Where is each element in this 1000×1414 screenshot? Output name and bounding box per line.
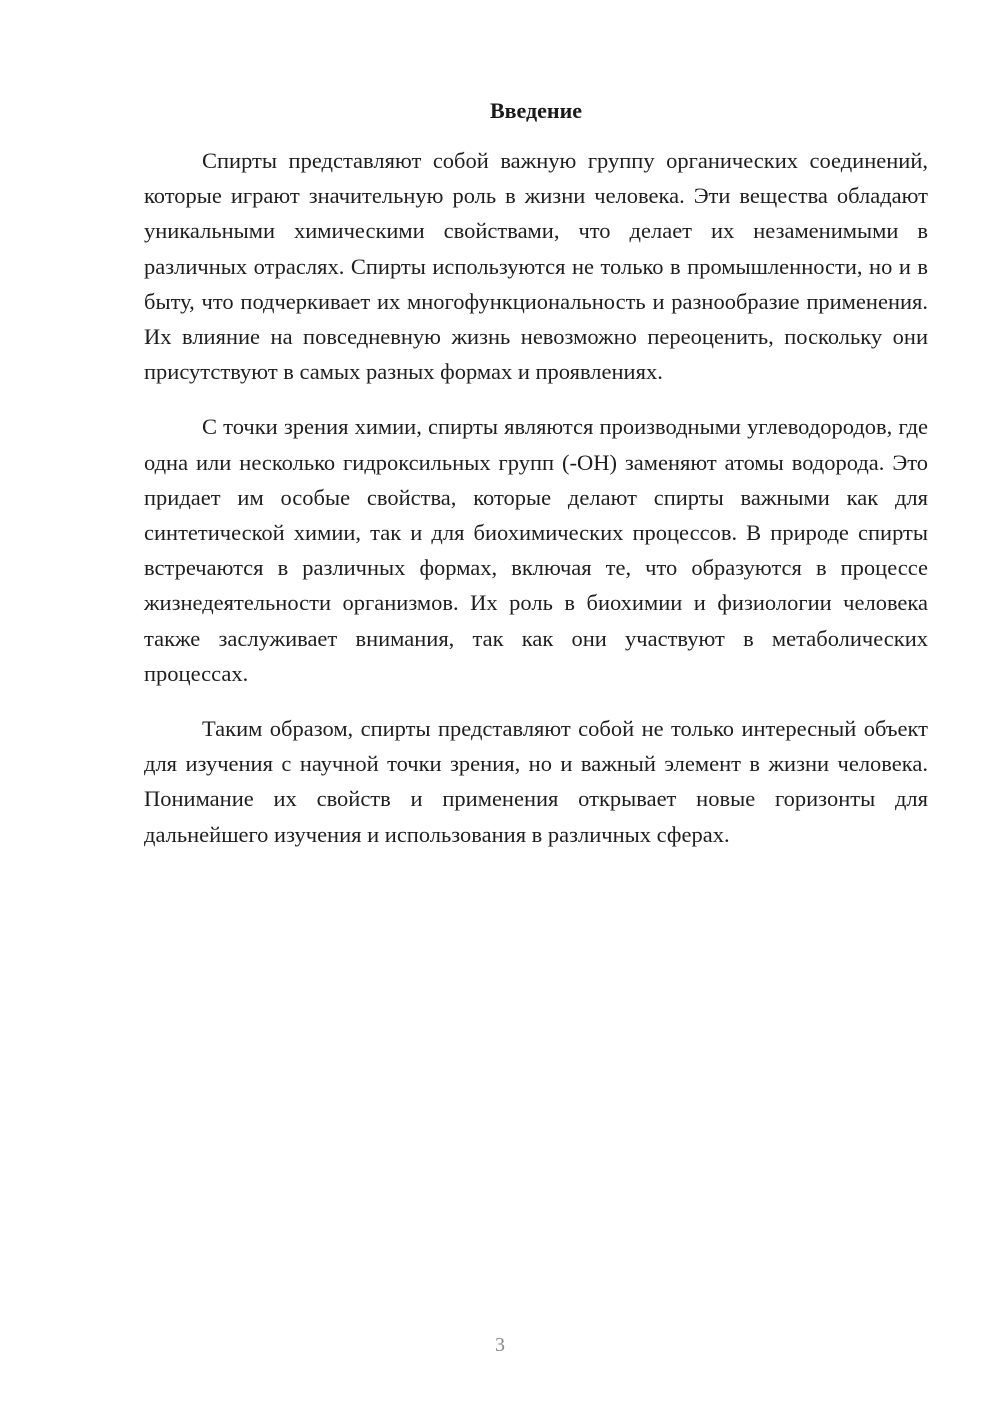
body-text [144,143,928,872]
section-heading: Введение [489,98,583,123]
page-number: 3 [495,1334,505,1356]
paragraph-1: Спирты представляют собой важную группу органических соединений, которые играют значительную роль в жизни человека. Эти вещества обладают уникальными химическими свойствами, что делает их незаменимыми в различных отраслях. Спирты используются не только в промышленности, но и в быту, что подчеркивает их многофункциональность и разнообразие применения. Их влияние на повседневную жизнь невозможно переоценить, поскольку они присутствуют в самых разных формах и проявлениях. [144,148,928,385]
paragraph-3: Таким образом, спирты представляют собой не только интересный объект для изучения с научной точки зрения, но и важный элемент в жизни человека. Понимание их свойств и применения открывает новые горизонты для дальнейшего изучения и использования в различных сферах. [144,716,928,847]
paragraph-2: С точки зрения химии, спирты являются производными углеводородов, где одна или несколько гидроксильных групп (-OH) заменяют атомы водорода. Это придает им особые свойства, которые делают спирты важными как для синтетической химии, так и для биохимических процессов. В природе спирты встречаются в различных формах, включая те, что образуются в процессе жизнедеятельности организмов. Их роль в биохимии и физиологии человека также заслуживает внимания, так как они участвуют в метаболических процессах. [144,414,928,686]
